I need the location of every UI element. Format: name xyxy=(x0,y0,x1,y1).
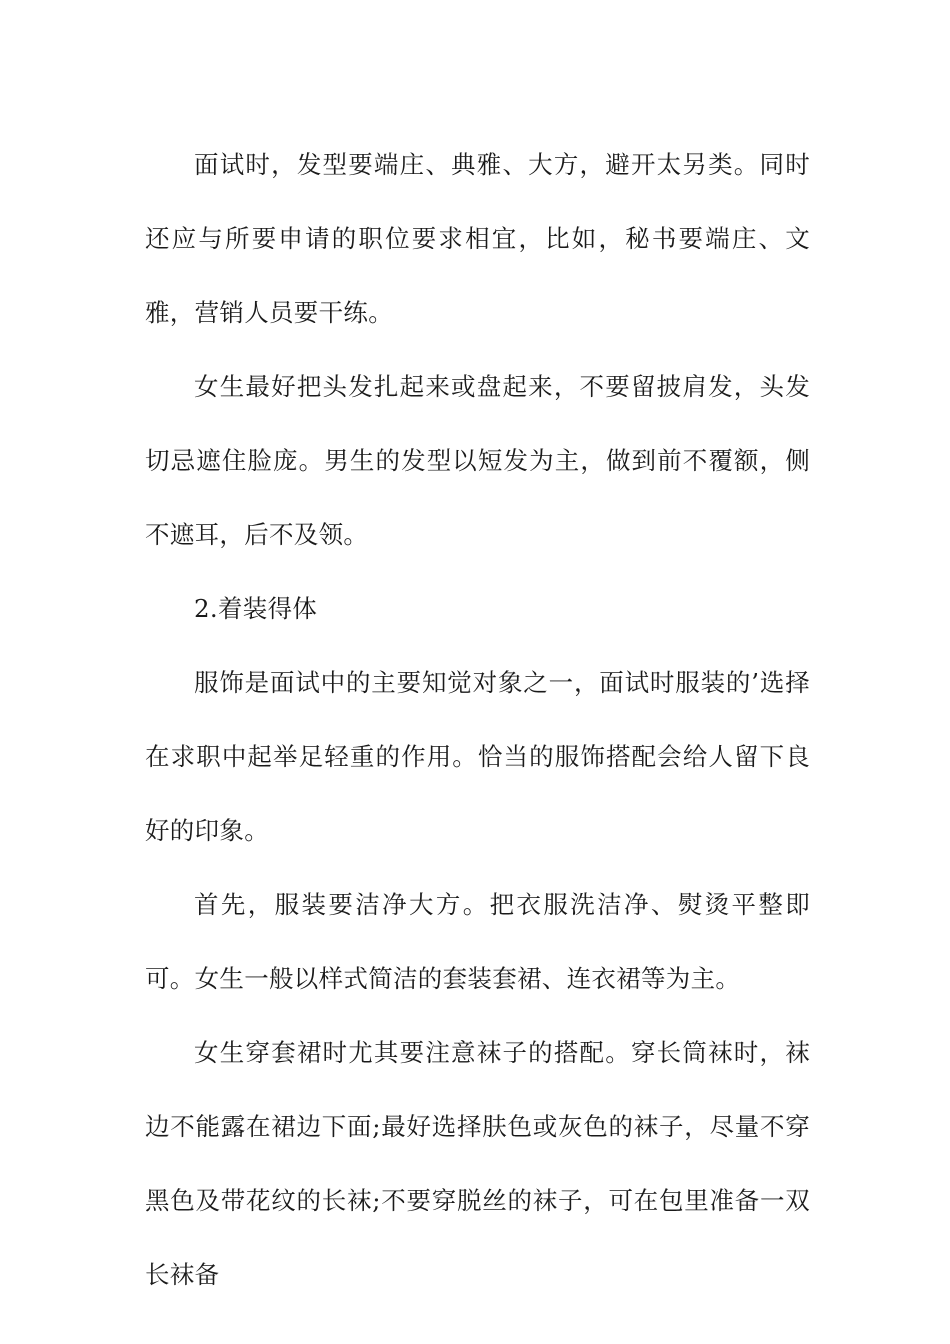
section-heading-attire: 2.着装得体 xyxy=(194,594,318,623)
paragraph-stockings: 女生穿套裙时尤其要注意袜子的搭配。穿长筒袜时，袜边不能露在裙边下面;最好选择肤色或灰色的袜子，尽量不穿黑色及带花纹的长袜;不要穿脱丝的袜子，可在包里准备一双长袜备 xyxy=(145,1038,810,1289)
paragraph-attire-importance: 服饰是面试中的主要知觉对象之一，面试时服装的’选择在求职中起举足轻重的作用。恰当的服饰搭配会给人留下良好的印象。 xyxy=(145,668,810,845)
document-body xyxy=(145,128,810,1312)
paragraph-clean-clothes: 首先，服装要洁净大方。把衣服洗洁净、熨烫平整即可。女生一般以样式简洁的套装套裙、连衣裙等为主。 xyxy=(145,890,810,993)
paragraph-hair-gender: 女生最好把头发扎起来或盘起来，不要留披肩发，头发切忌遮住脸庞。男生的发型以短发为主，做到前不覆额，侧不遮耳，后不及领。 xyxy=(145,372,810,549)
paragraph-hairstyle: 面试时，发型要端庄、典雅、大方，避开太另类。同时还应与所要申请的职位要求相宜，比如，秘书要端庄、文雅，营销人员要干练。 xyxy=(145,150,810,327)
